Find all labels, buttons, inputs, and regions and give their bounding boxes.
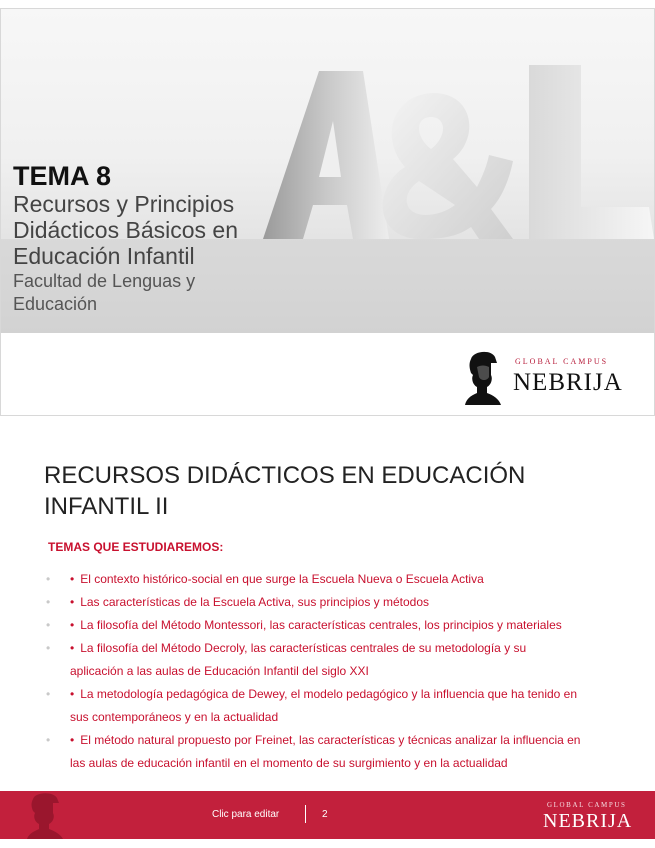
topic-text: La metodología pedagógica de Dewey, el modelo pedagógico y la influencia que ha tenido en	[80, 687, 578, 701]
content-slide	[0, 446, 655, 848]
slide-footer	[0, 791, 655, 839]
course-title-line-2: Didácticos Básicos en	[13, 217, 238, 243]
red-bullet-icon: •	[70, 572, 75, 586]
gray-bullet-icon: •	[46, 733, 51, 747]
red-bullet-icon: •	[70, 595, 75, 609]
footer-divider	[305, 805, 306, 823]
gray-bullet-icon: •	[46, 687, 51, 701]
list-item	[46, 637, 636, 683]
topic-text-continued: sus contemporáneos y en la actualidad	[70, 710, 279, 724]
topics-list	[46, 568, 636, 775]
red-bullet-icon: •	[70, 733, 75, 747]
gray-bullet-icon: •	[46, 641, 51, 655]
nebrija-logo	[463, 349, 633, 405]
page-number: 2	[322, 809, 328, 820]
footer-logo-nebrija: NEBRIJA	[543, 810, 633, 832]
topic-text: La filosofía del Método Decroly, las características centrales de su metodología y su	[80, 641, 527, 655]
hero-image	[1, 9, 654, 333]
list-item	[46, 614, 636, 637]
footer-logo-global-campus: GLOBAL CAMPUS	[547, 801, 627, 809]
gray-bullet-icon: •	[46, 572, 51, 586]
course-title-line-3: Educación Infantil	[13, 243, 195, 269]
cover-title-block	[13, 161, 313, 315]
topic-text: Las características de la Escuela Activa, sus principios y métodos	[80, 595, 430, 609]
red-bullet-icon: •	[70, 641, 75, 655]
topics-subtitle: TEMAS QUE ESTUDIAREMOS:	[48, 540, 224, 554]
list-item	[46, 729, 636, 775]
red-bullet-icon: •	[70, 618, 75, 632]
topic-text: El método natural propuesto por Freinet, las características y técnicas analizar la influencia en	[80, 733, 581, 747]
tema-heading: TEMA 8	[13, 161, 112, 191]
logo-global-campus: GLOBAL CAMPUS	[515, 357, 609, 366]
gray-bullet-icon: •	[46, 618, 51, 632]
slide-title	[44, 460, 604, 522]
course-title-line-1: Recursos y Principios	[13, 191, 235, 217]
topic-text: El contexto histórico-social en que surge la Escuela Nueva o Escuela Activa	[80, 572, 484, 586]
faculty-line-1: Facultad de Lenguas y	[13, 271, 196, 291]
list-item	[46, 568, 636, 591]
list-item	[46, 591, 636, 614]
faculty-line-2: Educación	[13, 294, 98, 314]
slide-title-line-1: RECURSOS DIDÁCTICOS EN EDUCACIÓN	[44, 462, 526, 489]
nebrija-portrait-icon	[463, 349, 503, 405]
click-to-edit-placeholder[interactable]: Clic para editar	[212, 809, 280, 820]
gray-bullet-icon: •	[46, 595, 51, 609]
slide-title-line-2: INFANTIL II	[44, 493, 169, 520]
footer-portrait-icon	[22, 791, 68, 839]
logo-nebrija: NEBRIJA	[513, 369, 623, 396]
topic-text: La filosofía del Método Montessori, las características centrales, los principios y materiales	[80, 618, 562, 632]
cover-slide	[0, 8, 655, 416]
red-bullet-icon: •	[70, 687, 75, 701]
list-item	[46, 683, 636, 729]
topic-text-continued: aplicación a las aulas de Educación Infantil del siglo XXI	[70, 664, 369, 678]
topic-text-continued: las aulas de educación infantil en el momento de su surgimiento y en la actualidad	[70, 756, 508, 770]
